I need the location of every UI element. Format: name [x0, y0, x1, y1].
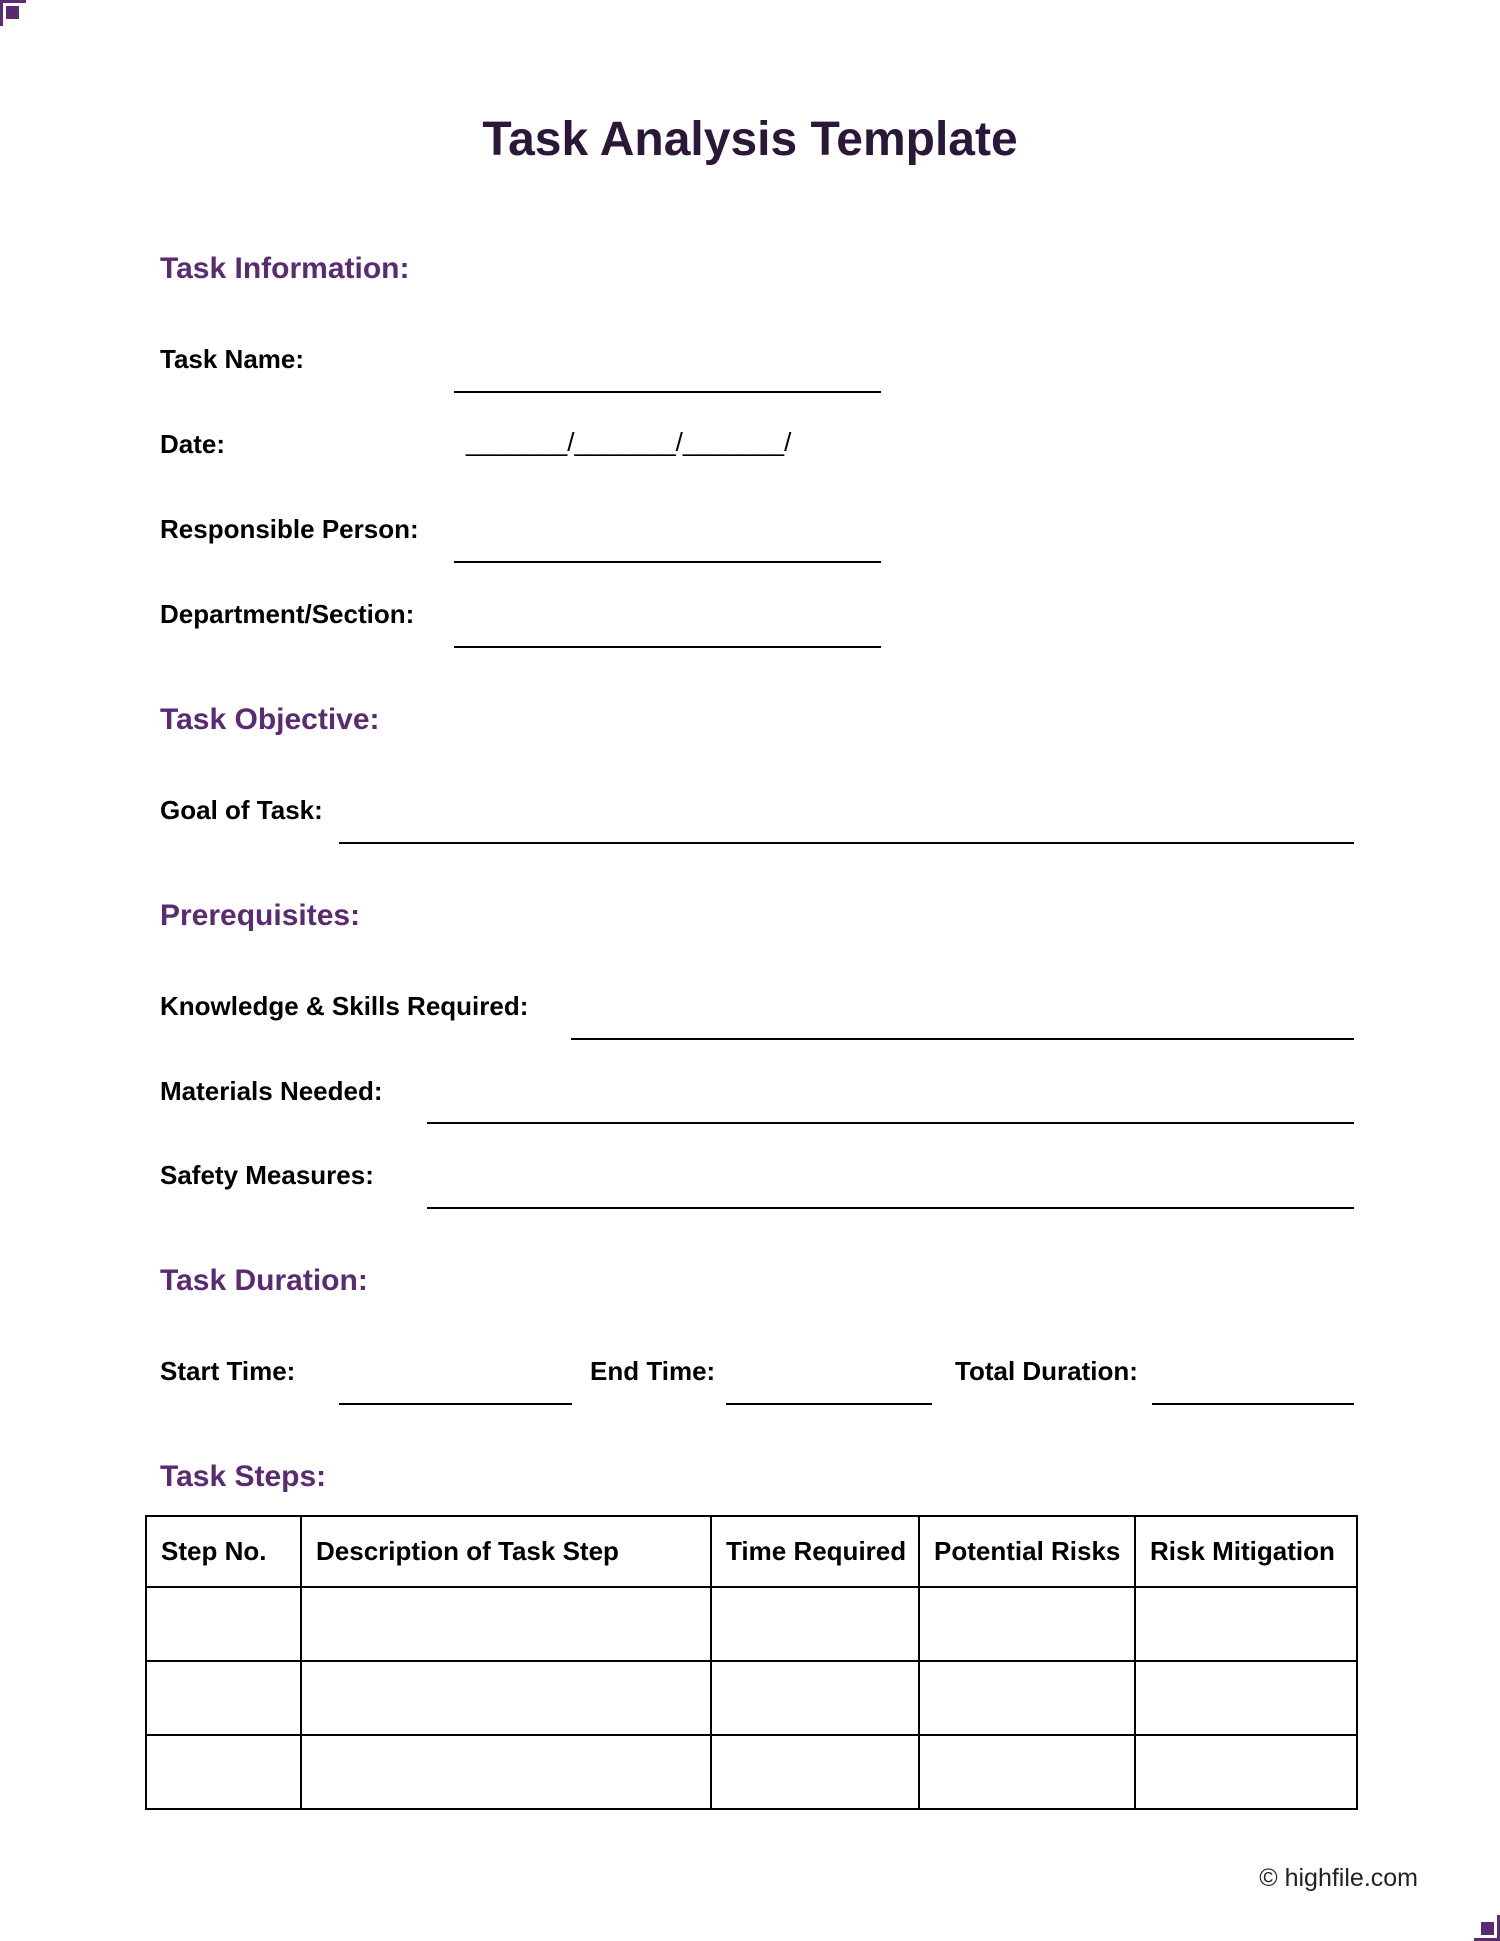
column-header-potential-risks: Potential Risks — [919, 1516, 1135, 1587]
copyright-footer: © highfile.com — [1259, 1864, 1418, 1892]
safety-measures-field[interactable] — [427, 1207, 1354, 1209]
total-duration-label: Total Duration: — [955, 1356, 1138, 1386]
section-heading-prerequisites: Prerequisites: — [160, 899, 361, 932]
section-heading-task-information: Task Information: — [160, 252, 410, 285]
table-cell[interactable] — [146, 1587, 301, 1661]
table-cell[interactable] — [1135, 1661, 1357, 1735]
corner-decoration-icon — [0, 0, 26, 26]
corner-decoration-icon — [1474, 1915, 1500, 1941]
safety-measures-label: Safety Measures: — [160, 1160, 374, 1190]
start-time-field[interactable] — [339, 1403, 572, 1405]
table-row — [146, 1735, 1357, 1809]
total-duration-field[interactable] — [1152, 1403, 1354, 1405]
table-header-row — [146, 1516, 1357, 1587]
start-time-label: Start Time: — [160, 1356, 296, 1386]
goal-of-task-field[interactable] — [339, 842, 1354, 844]
table-cell[interactable] — [1135, 1587, 1357, 1661]
materials-needed-field[interactable] — [427, 1122, 1354, 1124]
task-steps-table — [145, 1515, 1358, 1810]
section-heading-task-steps: Task Steps: — [160, 1460, 327, 1493]
column-header-description: Description of Task Step — [301, 1516, 711, 1587]
responsible-person-label: Responsible Person: — [160, 514, 419, 544]
materials-needed-label: Materials Needed: — [160, 1076, 383, 1106]
date-label: Date: — [160, 429, 226, 459]
section-heading-task-duration: Task Duration: — [160, 1264, 368, 1297]
goal-of-task-label: Goal of Task: — [160, 795, 323, 825]
date-field[interactable]: _______/_______/_______/ — [466, 427, 792, 457]
table-cell[interactable] — [301, 1661, 711, 1735]
table-cell[interactable] — [711, 1735, 919, 1809]
column-header-risk-mitigation: Risk Mitigation — [1135, 1516, 1357, 1587]
task-name-label: Task Name: — [160, 344, 305, 374]
knowledge-skills-label: Knowledge & Skills Required: — [160, 991, 529, 1021]
responsible-person-field[interactable] — [454, 561, 881, 563]
column-header-time-required: Time Required — [711, 1516, 919, 1587]
end-time-field[interactable] — [726, 1403, 932, 1405]
knowledge-skills-field[interactable] — [571, 1038, 1354, 1040]
department-field[interactable] — [454, 646, 881, 648]
table-cell[interactable] — [919, 1587, 1135, 1661]
table-cell[interactable] — [146, 1735, 301, 1809]
end-time-label: End Time: — [590, 1356, 716, 1386]
column-header-step-no: Step No. — [146, 1516, 301, 1587]
task-name-field[interactable] — [454, 391, 881, 393]
table-row — [146, 1587, 1357, 1661]
table-cell[interactable] — [919, 1661, 1135, 1735]
table-cell[interactable] — [711, 1661, 919, 1735]
page-title: Task Analysis Template — [482, 113, 1018, 166]
table-row — [146, 1661, 1357, 1735]
table-cell[interactable] — [711, 1587, 919, 1661]
table-cell[interactable] — [146, 1661, 301, 1735]
table-cell[interactable] — [1135, 1735, 1357, 1809]
section-heading-task-objective: Task Objective: — [160, 703, 380, 736]
table-cell[interactable] — [301, 1735, 711, 1809]
table-cell[interactable] — [919, 1735, 1135, 1809]
department-label: Department/Section: — [160, 599, 415, 629]
table-cell[interactable] — [301, 1587, 711, 1661]
